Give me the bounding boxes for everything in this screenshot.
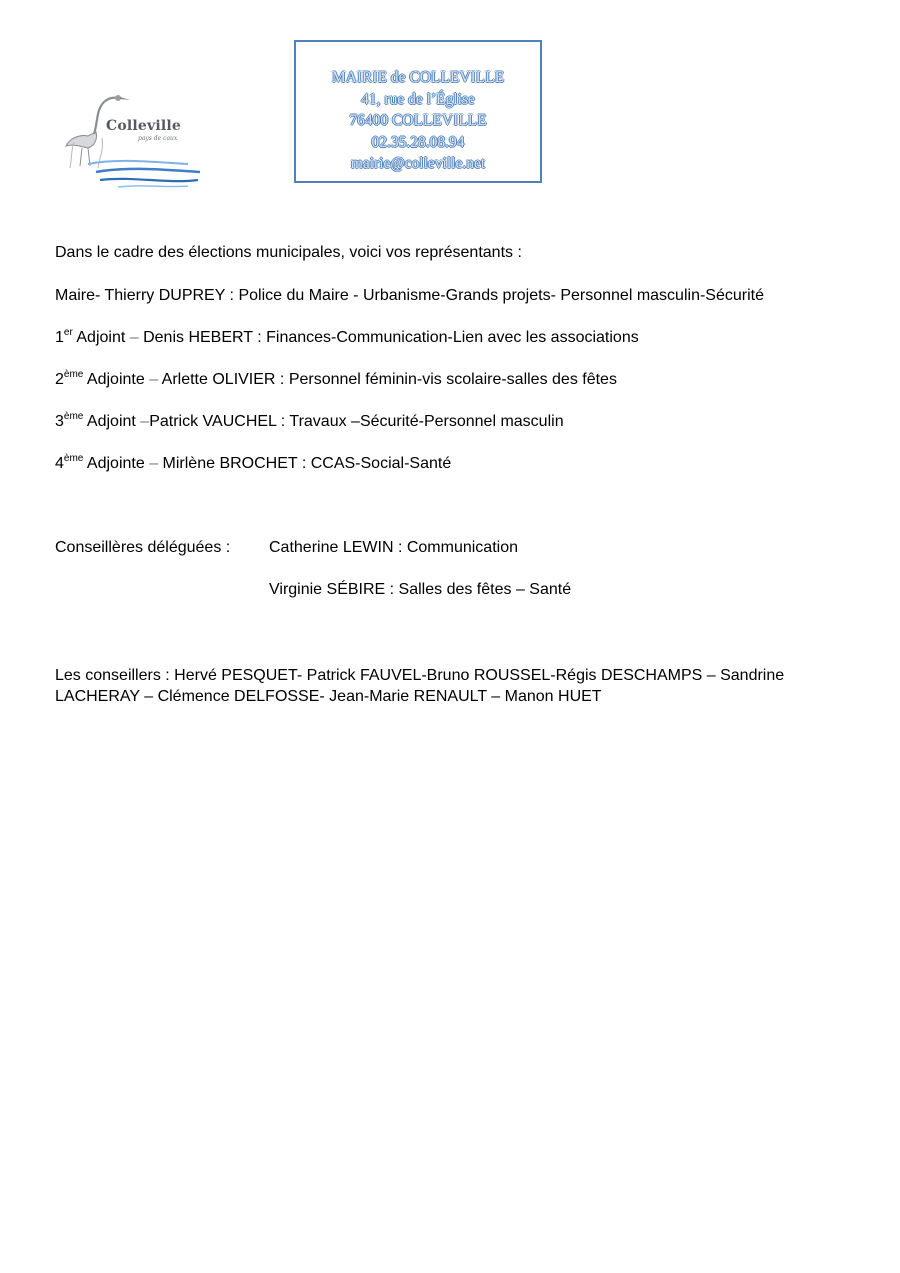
adjoint-details: Arlette OLIVIER : Personnel féminin-vis scolaire-salles des fêtes: [158, 371, 617, 388]
heron-icon: [58, 88, 208, 192]
adjoint-dash: –: [149, 371, 159, 388]
adjoint-title: Adjoint: [83, 413, 141, 430]
intro-text: Dans le cadre des élections municipales, voici vos représentants :: [55, 244, 522, 261]
adjoint-2-line: [55, 370, 617, 390]
adjoint-dash: –: [129, 329, 139, 346]
adjoint-title: Adjointe: [83, 455, 150, 472]
logo-name: Colleville: [106, 118, 182, 134]
adjoint-rank-suffix: er: [63, 326, 73, 338]
delegues-label: Conseillères déléguées :: [55, 539, 231, 556]
conseillers-paragraph: Les conseillers : Hervé PESQUET- Patrick FAUVEL-Bruno ROUSSEL-Régis DESCHAMPS – Sandrine LACHERAY – Clémence DELFOSSE- Jean-Marie RENAULT – Manon HUET: [55, 667, 785, 705]
adjoint-rank: 1: [55, 329, 64, 346]
adjoint-rank: 3: [55, 413, 64, 430]
delegue-item: Virginie SÉBIRE : Salles des fêtes – Santé: [269, 581, 572, 598]
adjoint-rank: 4: [55, 455, 64, 472]
address-street: 41, rue de l’Église: [361, 90, 475, 108]
adjoint-dash: –: [149, 455, 159, 472]
adjoint-details: Patrick VAUCHEL : Travaux –Sécurité-Personnel masculin: [149, 413, 564, 430]
maire-line: Maire- Thierry DUPREY : Police du Maire - Urbanisme-Grands projets- Personnel masculin-Sécurité: [55, 287, 764, 304]
adjoint-rank-suffix: ème: [63, 368, 84, 380]
adjoint-details: Mirlène BROCHET : CCAS-Social-Santé: [158, 455, 452, 472]
address-email: mairie@colleville.net: [350, 155, 486, 172]
adjoint-rank-suffix: ème: [63, 410, 84, 422]
colleville-logo: [58, 88, 208, 192]
adjoint-1-line: [55, 328, 639, 348]
adjoint-title: Adjointe: [83, 371, 150, 388]
adjoint-4-line: [55, 454, 451, 474]
address-title: MAIRIE de COLLEVILLE: [331, 69, 505, 86]
adjoint-dash: –: [140, 413, 150, 430]
address-phone: 02.35.28.08.94: [371, 133, 465, 151]
logo-subtitle: pays de caux: [138, 135, 178, 142]
adjoint-title: Adjoint: [72, 329, 130, 346]
delegue-item: Catherine LEWIN : Communication: [269, 539, 518, 556]
mairie-address-box: [294, 40, 542, 183]
adjoint-3-line: [55, 412, 564, 432]
adjoint-details: Denis HEBERT : Finances-Communication-Lien avec les associations: [138, 329, 639, 346]
adjoint-rank-suffix: ème: [63, 452, 84, 464]
address-city: 76400 COLLEVILLE: [349, 112, 487, 129]
adjoint-rank: 2: [55, 371, 64, 388]
